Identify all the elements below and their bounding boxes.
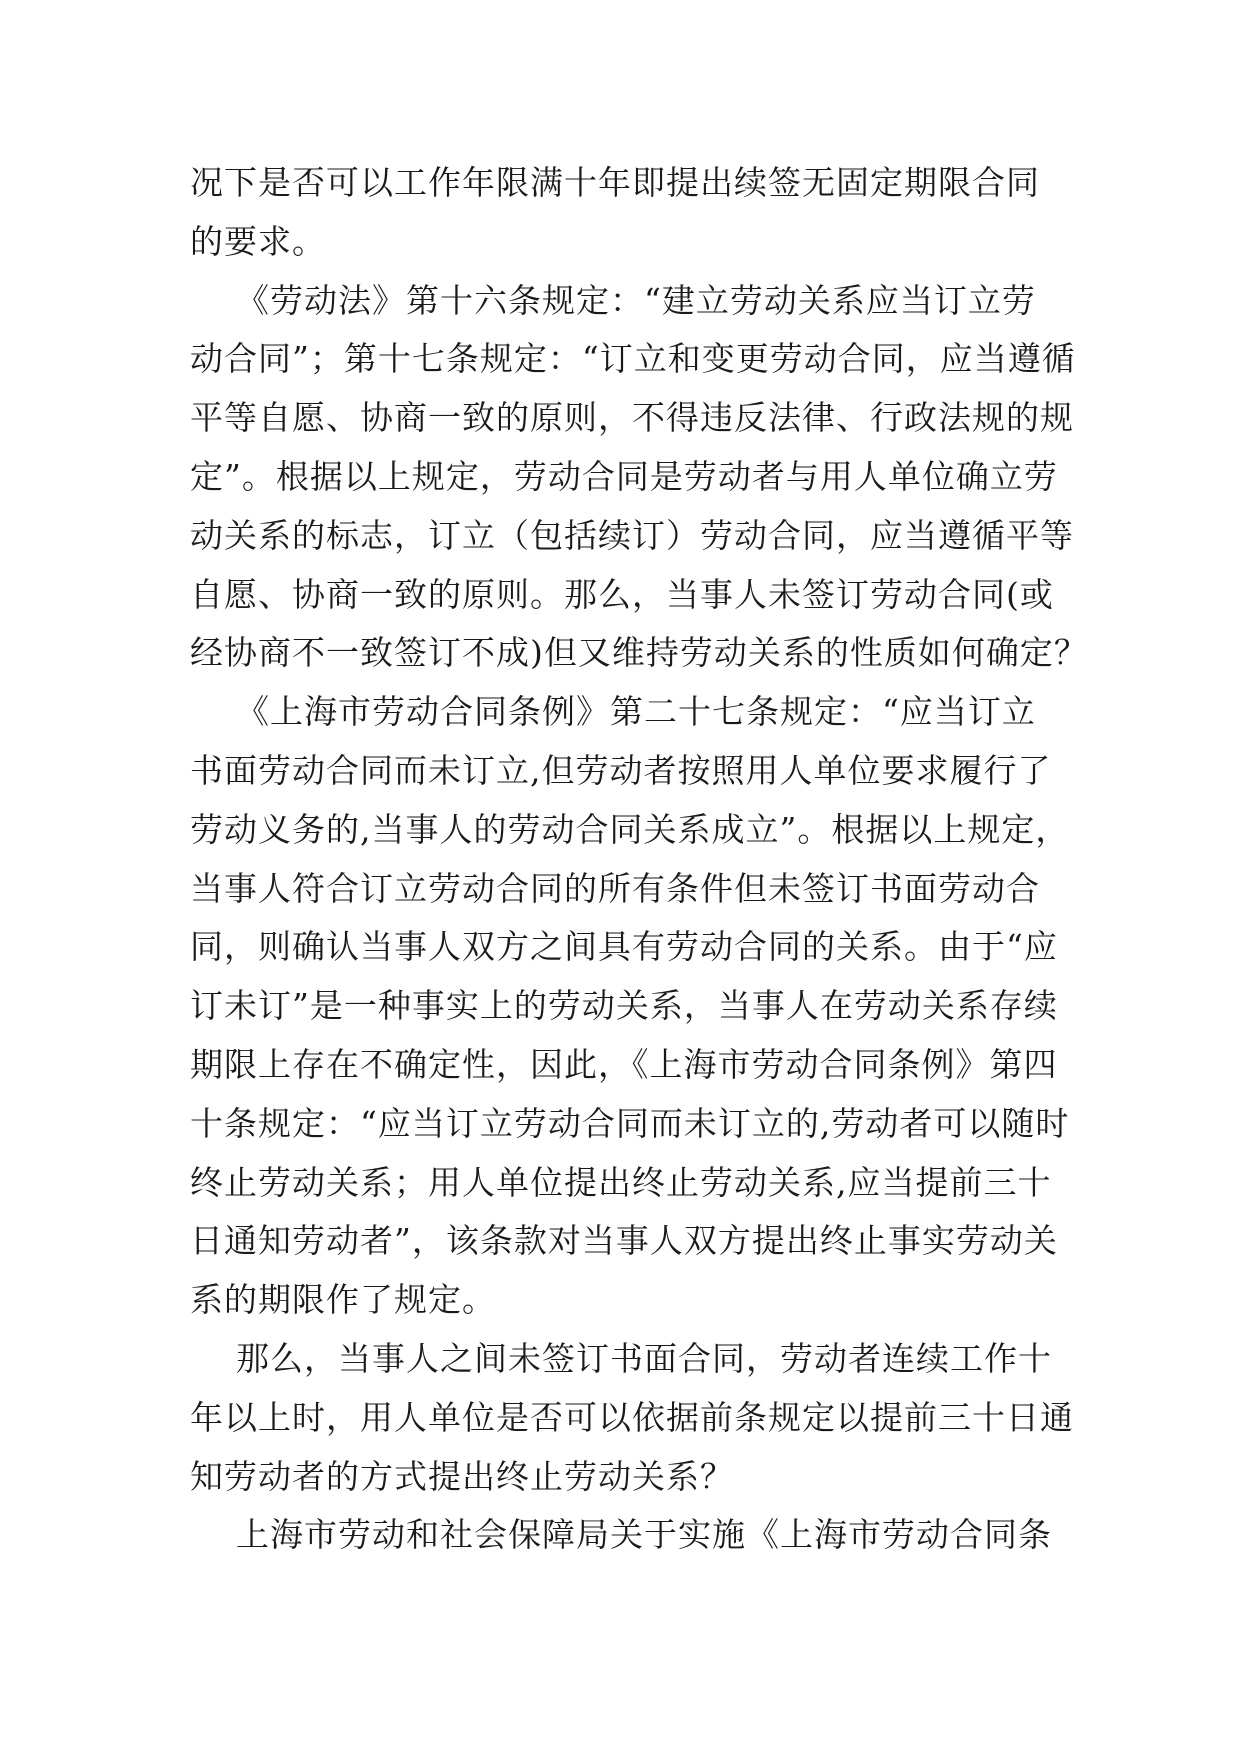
- text-line: 知劳动者的方式提出终止劳动关系？: [190, 1456, 734, 1496]
- text-line: 的要求。: [190, 221, 326, 261]
- text-line: 《劳动法》第十六条规定：“建立劳动关系应当订立劳: [190, 280, 1036, 320]
- text-line: 终止劳动关系；用人单位提出终止劳动关系,应当提前三十: [190, 1162, 1052, 1202]
- text-line: 动关系的标志，订立（包括续订）劳动合同，应当遵循平等: [190, 515, 1074, 555]
- text-line: 当事人符合订立劳动合同的所有条件但未签订书面劳动合: [190, 868, 1040, 908]
- text-line: 书面劳动合同而未订立,但劳动者按照用人单位要求履行了: [190, 750, 1052, 790]
- text-line: 平等自愿、协商一致的原则，不得违反法律、行政法规的规: [190, 398, 1074, 438]
- text-line: 劳动义务的,当事人的劳动合同关系成立”。根据以上规定，: [190, 809, 1070, 849]
- text-line: 况下是否可以工作年限满十年即提出续签无固定期限合同: [190, 163, 1040, 202]
- text-line: 同，则确认当事人双方之间具有劳动合同的关系。由于“应: [190, 927, 1058, 967]
- text-line: 上海市劳动和社会保障局关于实施《上海市劳动合同条: [190, 1515, 1052, 1555]
- text-line: 日通知劳动者”，该条款对当事人双方提出终止事实劳动关: [190, 1221, 1058, 1261]
- text-line: 期限上存在不确定性，因此，《上海市劳动合同条例》第四: [190, 1044, 1058, 1084]
- text-line: 那么，当事人之间未签订书面合同，劳动者连续工作十: [190, 1338, 1052, 1378]
- text-line: 定”。根据以上规定，劳动合同是劳动者与用人单位确立劳: [190, 456, 1058, 496]
- text-line: 自愿、协商一致的原则。那么，当事人未签订劳动合同(或: [190, 574, 1054, 614]
- text-line: 年以上时，用人单位是否可以依据前条规定以提前三十日通: [190, 1397, 1074, 1437]
- text-line: 订未订”是一种事实上的劳动关系，当事人在劳动关系存续: [190, 986, 1058, 1026]
- text-line: 十条规定：“应当订立劳动合同而未订立的,劳动者可以随时: [190, 1103, 1070, 1143]
- text-line: 动合同”；第十七条规定：“订立和变更劳动合同，应当遵循: [190, 339, 1076, 379]
- text-line: 经协商不一致签订不成)但又维持劳动关系的性质如何确定？: [190, 633, 1088, 673]
- text-line: 系的期限作了规定。: [190, 1280, 496, 1320]
- document-body: [190, 154, 1088, 1565]
- text-line: 《上海市劳动合同条例》第二十七条规定：“应当订立: [190, 692, 1036, 732]
